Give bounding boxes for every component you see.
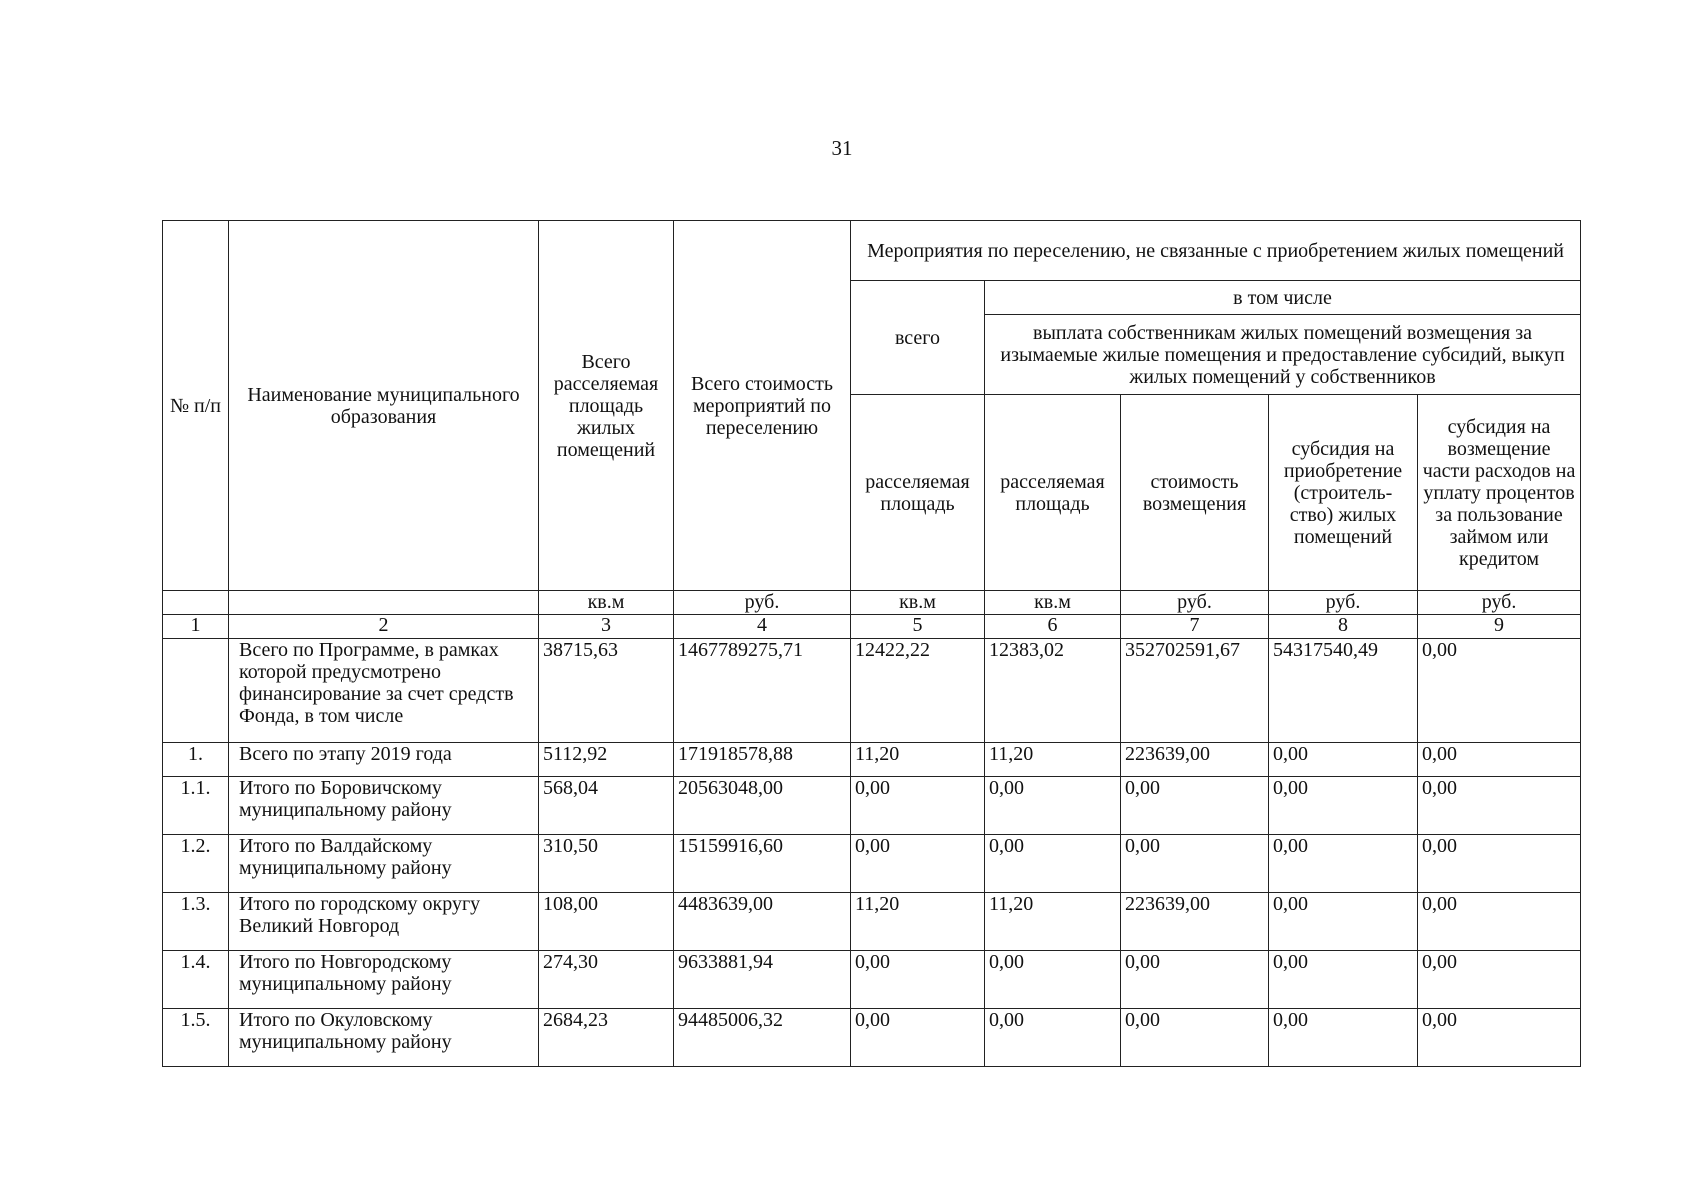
row-index: 1.4. <box>163 951 229 1009</box>
column-number: 4 <box>674 615 851 639</box>
row-name: Итого по городскому округу Великий Новгород <box>229 893 539 951</box>
unit-cell: кв.м <box>851 591 985 615</box>
cell-area: 0,00 <box>985 835 1121 893</box>
header-col-compensation-cost: стоимость возмещения <box>1121 395 1269 591</box>
unit-cell-empty-1 <box>163 591 229 615</box>
cell-all-area: 0,00 <box>851 1009 985 1067</box>
row-index: 1.1. <box>163 777 229 835</box>
header-group-main: Мероприятия по переселению, не связанные с приобретением жилых помещений <box>851 221 1581 281</box>
cell-subsidy-interest: 0,00 <box>1418 1009 1581 1067</box>
cell-subsidy-interest: 0,00 <box>1418 639 1581 743</box>
cell-subsidy-purchase: 0,00 <box>1269 1009 1418 1067</box>
cell-cost-total: 1467789275,71 <box>674 639 851 743</box>
header-col-all: всего <box>851 281 985 395</box>
unit-cell-empty-2 <box>229 591 539 615</box>
cell-all-area: 11,20 <box>851 743 985 777</box>
header-col-area-resettled-2: расселяемая площадь <box>985 395 1121 591</box>
cell-subsidy-purchase: 0,00 <box>1269 835 1418 893</box>
column-number: 9 <box>1418 615 1581 639</box>
cell-subsidy-interest: 0,00 <box>1418 743 1581 777</box>
cell-area-total: 2684,23 <box>539 1009 674 1067</box>
cell-subsidy-purchase: 0,00 <box>1269 893 1418 951</box>
column-number: 5 <box>851 615 985 639</box>
cell-area: 11,20 <box>985 743 1121 777</box>
cell-compensation: 0,00 <box>1121 951 1269 1009</box>
cell-area: 0,00 <box>985 951 1121 1009</box>
cell-area-total: 108,00 <box>539 893 674 951</box>
cell-subsidy-interest: 0,00 <box>1418 951 1581 1009</box>
row-name: Всего по Программе, в рамках которой предусмотрено финансирование за счет средств Фонда, в том числе <box>229 639 539 743</box>
cell-area-total: 310,50 <box>539 835 674 893</box>
unit-cell: руб. <box>1418 591 1581 615</box>
cell-area: 12383,02 <box>985 639 1121 743</box>
cell-all-area: 12422,22 <box>851 639 985 743</box>
cell-area-total: 5112,92 <box>539 743 674 777</box>
header-col-num: № п/п <box>163 221 229 591</box>
cell-area: 0,00 <box>985 1009 1121 1067</box>
cell-area-total: 38715,63 <box>539 639 674 743</box>
row-index <box>163 639 229 743</box>
cell-subsidy-interest: 0,00 <box>1418 893 1581 951</box>
header-col-subsidy-interest: субсидия на возмещение части расходов на уплату процентов за пользование займом или кредитом <box>1418 395 1581 591</box>
cell-area: 0,00 <box>985 777 1121 835</box>
row-name: Итого по Боровичскому муниципальному району <box>229 777 539 835</box>
cell-all-area: 0,00 <box>851 951 985 1009</box>
page-number: 31 <box>831 136 853 160</box>
row-index: 1. <box>163 743 229 777</box>
unit-cell: руб. <box>1121 591 1269 615</box>
column-number: 8 <box>1269 615 1418 639</box>
cell-compensation: 0,00 <box>1121 777 1269 835</box>
cell-area: 11,20 <box>985 893 1121 951</box>
unit-cell: кв.м <box>985 591 1121 615</box>
header-group-payment: выплата собственникам жилых помещений возмещения за изымаемые жилые помещения и предоставление субсидий, выкуп жилых помещений у собственников <box>985 315 1581 395</box>
header-group-including: в том числе <box>985 281 1581 315</box>
cell-cost-total: 15159916,60 <box>674 835 851 893</box>
resettlement-table <box>162 220 1581 1067</box>
cell-subsidy-interest: 0,00 <box>1418 777 1581 835</box>
cell-compensation: 223639,00 <box>1121 893 1269 951</box>
header-col-subsidy-purchase: субсидия на приобретение (строитель-ство) жилых помещений <box>1269 395 1418 591</box>
cell-all-area: 0,00 <box>851 777 985 835</box>
row-name: Всего по этапу 2019 года <box>229 743 539 777</box>
unit-cell: руб. <box>1269 591 1418 615</box>
cell-subsidy-purchase: 0,00 <box>1269 743 1418 777</box>
column-number: 3 <box>539 615 674 639</box>
cell-subsidy-interest: 0,00 <box>1418 835 1581 893</box>
cell-compensation: 0,00 <box>1121 835 1269 893</box>
column-number: 1 <box>163 615 229 639</box>
cell-cost-total: 9633881,94 <box>674 951 851 1009</box>
header-col-name: Наименование муниципального образования <box>229 221 539 591</box>
column-number: 7 <box>1121 615 1269 639</box>
header-col-area-resettled: расселяемая площадь <box>851 395 985 591</box>
row-index: 1.5. <box>163 1009 229 1067</box>
cell-compensation: 352702591,67 <box>1121 639 1269 743</box>
row-index: 1.2. <box>163 835 229 893</box>
unit-cell: руб. <box>674 591 851 615</box>
cell-compensation: 223639,00 <box>1121 743 1269 777</box>
cell-compensation: 0,00 <box>1121 1009 1269 1067</box>
cell-subsidy-purchase: 54317540,49 <box>1269 639 1418 743</box>
cell-area-total: 568,04 <box>539 777 674 835</box>
unit-cell: кв.м <box>539 591 674 615</box>
cell-cost-total: 94485006,32 <box>674 1009 851 1067</box>
column-number: 6 <box>985 615 1121 639</box>
cell-subsidy-purchase: 0,00 <box>1269 951 1418 1009</box>
row-name: Итого по Окуловскому муниципальному району <box>229 1009 539 1067</box>
cell-cost-total: 171918578,88 <box>674 743 851 777</box>
cell-area-total: 274,30 <box>539 951 674 1009</box>
header-col-area-total: Всего расселяемая площадь жилых помещений <box>539 221 674 591</box>
row-name: Итого по Новгородскому муниципальному району <box>229 951 539 1009</box>
cell-cost-total: 4483639,00 <box>674 893 851 951</box>
column-number: 2 <box>229 615 539 639</box>
cell-cost-total: 20563048,00 <box>674 777 851 835</box>
cell-all-area: 0,00 <box>851 835 985 893</box>
cell-subsidy-purchase: 0,00 <box>1269 777 1418 835</box>
header-col-cost-total: Всего стоимость мероприятий по переселению <box>674 221 851 591</box>
row-name: Итого по Валдайскому муниципальному району <box>229 835 539 893</box>
cell-all-area: 11,20 <box>851 893 985 951</box>
row-index: 1.3. <box>163 893 229 951</box>
